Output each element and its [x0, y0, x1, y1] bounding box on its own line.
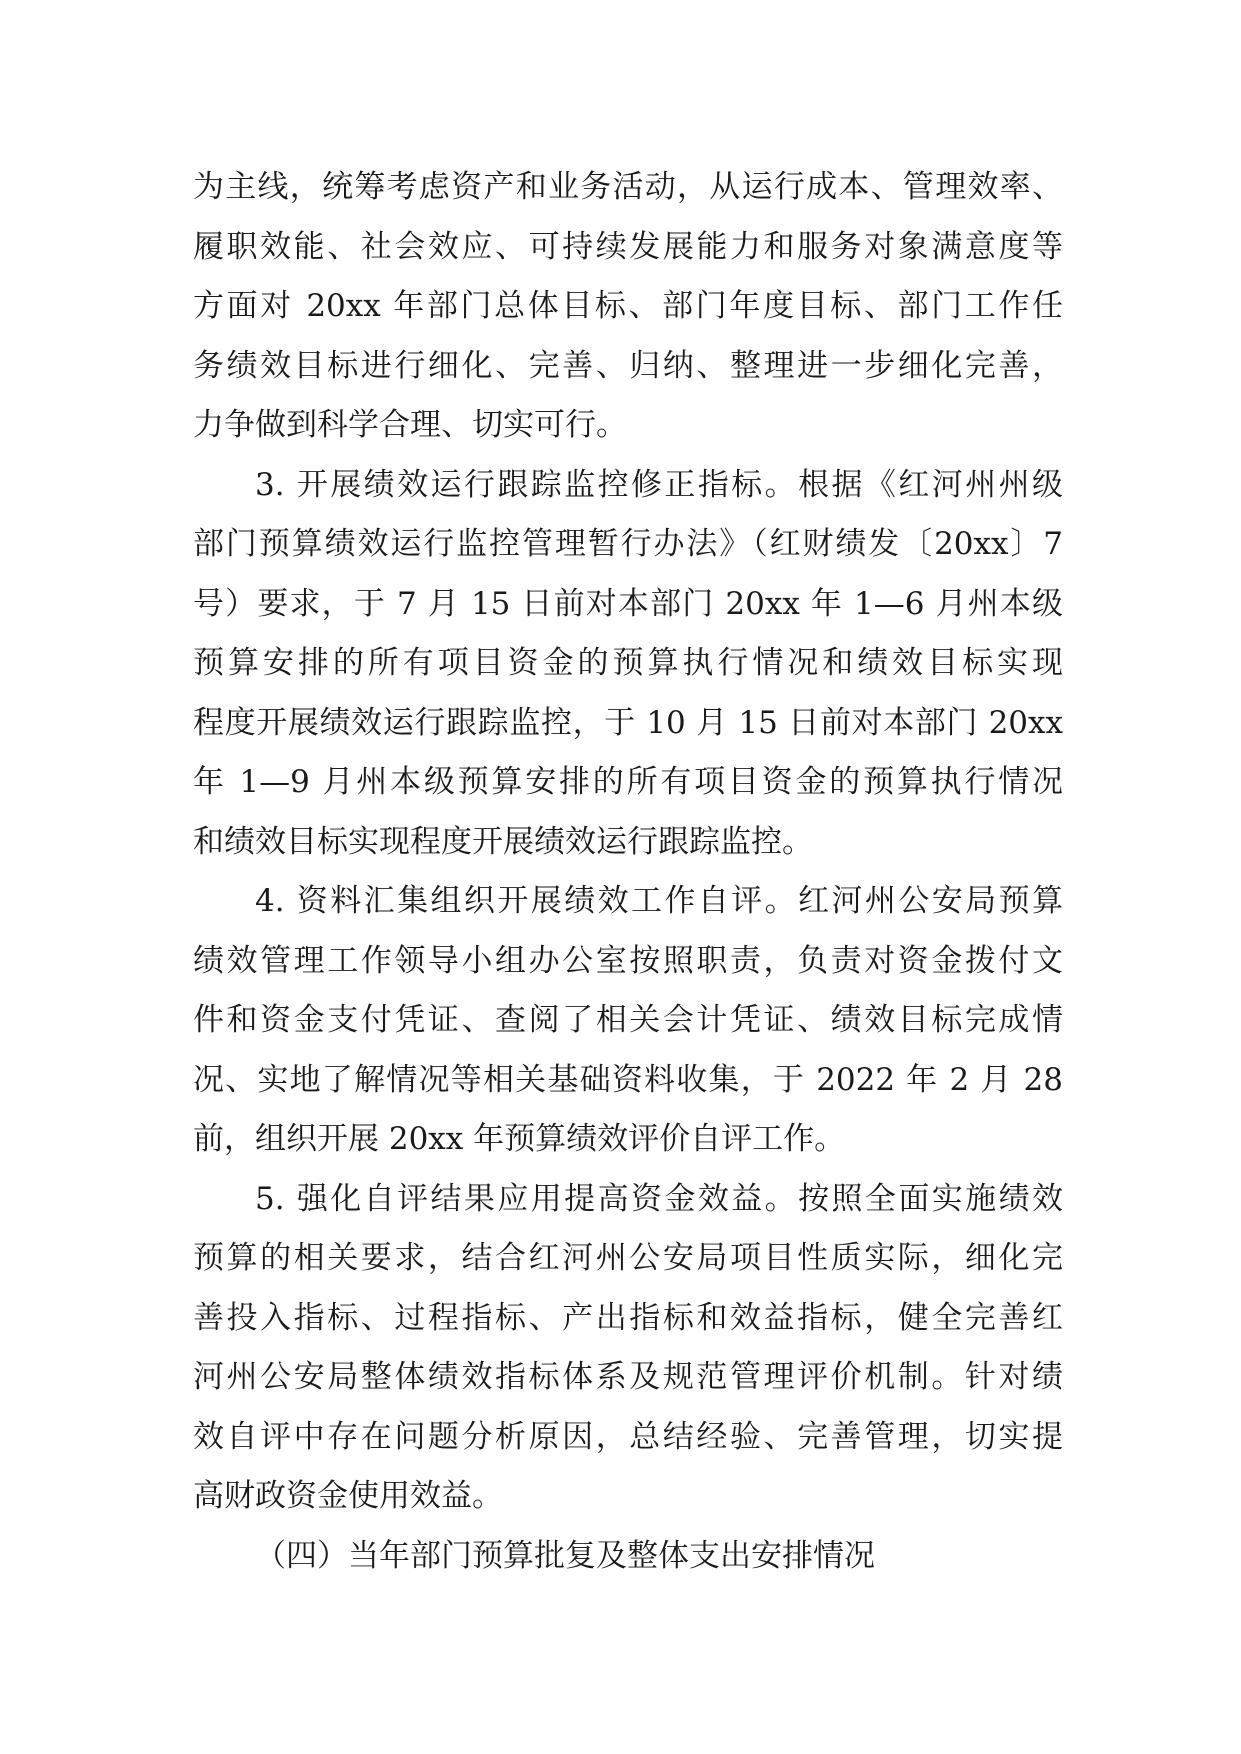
text-line: 5. 强化自评结果应用提高资金效益。按照全面实施绩效	[255, 1180, 1063, 1217]
text-line: 3. 开展绩效运行跟踪监控修正指标。根据《红河州州级	[255, 466, 1063, 503]
text-line: 况、实地了解情况等相关基础资料收集，于 2022 年 2 月 28	[193, 1061, 1063, 1098]
text-line: 预算安排的所有项目资金的预算执行情况和绩效目标实现	[193, 645, 1063, 681]
text-line: 年 1—9 月州本级预算安排的所有项目资金的预算执行情况	[193, 764, 1063, 800]
text-line: 善投入指标、过程指标、产出指标和效益指标，健全完善红	[193, 1299, 1063, 1336]
text-line: 和绩效目标实现程度开展绩效运行跟踪监控。	[193, 823, 813, 860]
text-line: 河州公安局整体绩效指标体系及规范管理评价机制。针对绩	[193, 1359, 1063, 1395]
text-line: 高财政资金使用效益。	[193, 1478, 503, 1514]
text-line: 方面对 20xx 年部门总体目标、部门年度目标、部门工作任	[193, 288, 1063, 324]
text-line: 程度开展绩效运行跟踪监控，于 10 月 15 日前对本部门 20xx	[193, 704, 1063, 741]
text-line: 履职效能、社会效应、可持续发展能力和服务对象满意度等	[193, 228, 1063, 265]
text-line: 部门预算绩效运行监控管理暂行办法》（红财绩发〔20xx〕7	[193, 526, 1063, 562]
text-line: 绩效管理工作领导小组办公室按照职责，负责对资金拨付文	[193, 942, 1063, 979]
text-line: 预算的相关要求，结合红河州公安局项目性质实际，细化完	[193, 1240, 1063, 1276]
section-heading: （四）当年部门预算批复及整体支出安排情况	[255, 1537, 875, 1574]
body-text	[193, 158, 1063, 1586]
text-line: 件和资金支付凭证、查阅了相关会计凭证、绩效目标完成情	[193, 1002, 1063, 1038]
text-line: 4. 资料汇集组织开展绩效工作自评。红河州公安局预算	[255, 883, 1063, 919]
text-line: 为主线，统筹考虑资产和业务活动，从运行成本、管理效率、	[193, 169, 1063, 205]
text-line: 务绩效目标进行细化、完善、归纳、整理进一步细化完善，	[193, 347, 1063, 384]
text-line: 力争做到科学合理、切实可行。	[193, 407, 627, 443]
text-line: 号）要求，于 7 月 15 日前对本部门 20xx 年 1—6 月州本级	[193, 585, 1063, 622]
text-line: 前，组织开展 20xx 年预算绩效评价自评工作。	[193, 1121, 846, 1157]
text-line: 效自评中存在问题分析原因，总结经验、完善管理，切实提	[193, 1418, 1063, 1455]
